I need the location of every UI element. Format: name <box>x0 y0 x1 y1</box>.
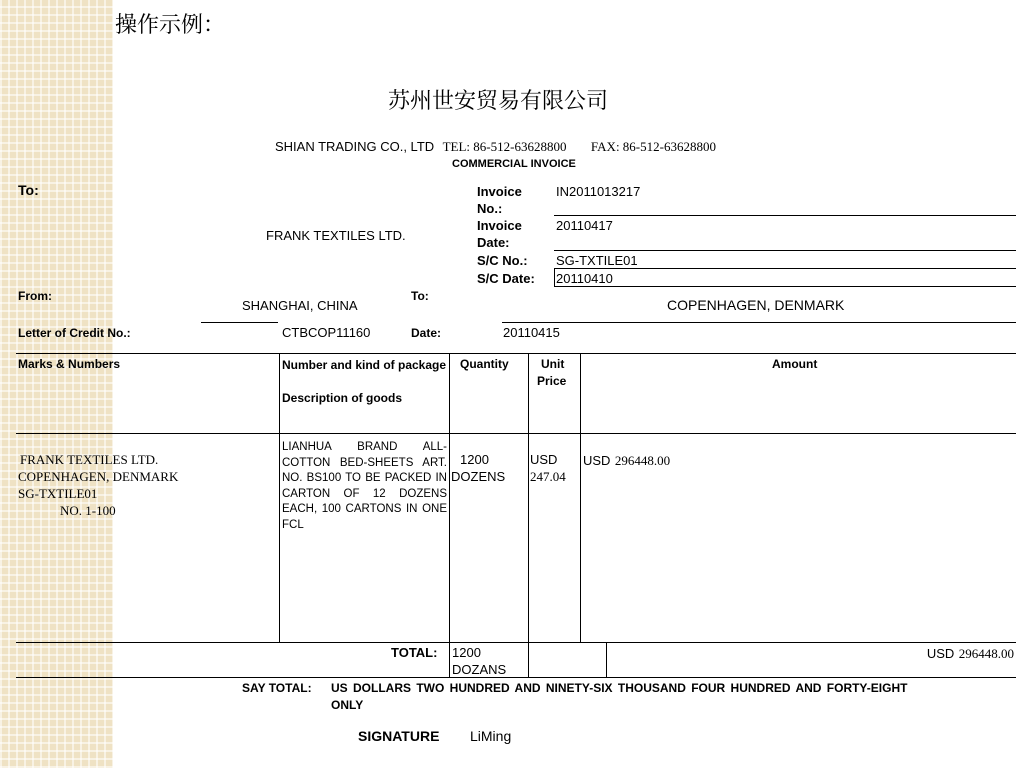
header-unit-price-1: Unit <box>541 357 565 371</box>
lc-date-value: 20110415 <box>503 325 560 340</box>
sc-date-value: 20110410 <box>556 271 613 286</box>
route-to-label: To: <box>411 289 429 303</box>
buyer-name: FRANK TEXTILES LTD. <box>266 228 406 243</box>
divider <box>554 250 1016 251</box>
header-description-1: Number and kind of package <box>282 358 447 372</box>
from-label: From: <box>18 289 52 303</box>
marks-line: NO. 1-100 <box>60 503 116 518</box>
divider <box>554 268 1016 269</box>
total-quantity-number: 1200 <box>452 645 481 660</box>
total-quantity-unit: DOZANS <box>452 662 507 677</box>
amount-cell <box>583 452 670 470</box>
company-name-cn: 苏州世安贸易有限公司 <box>388 88 609 113</box>
signature-label: SIGNATURE <box>358 728 440 744</box>
say-total-label: SAY TOTAL: <box>242 681 312 695</box>
amount-currency: USD <box>583 453 611 468</box>
column-divider <box>606 642 607 677</box>
column-divider <box>279 353 280 642</box>
sc-no-label: S/C No.: <box>477 253 528 268</box>
sc-no-value: SG-TXTILE01 <box>556 253 638 268</box>
divider <box>554 215 1016 216</box>
column-divider <box>580 353 581 642</box>
invoice-no-label-1: Invoice <box>477 184 522 199</box>
table-top-border <box>16 353 1016 354</box>
say-total-line-1: US DOLLARS TWO HUNDRED AND NINETY-SIX THOUSAND FOUR HUNDRED AND FORTY-EIGHT <box>331 681 908 695</box>
header-unit-price-2: Price <box>537 374 567 388</box>
lc-value: CTBCOP11160 <box>282 325 371 340</box>
quantity-unit: DOZENS <box>451 469 506 484</box>
marks-line: COPENHAGEN, DENMARK <box>18 469 179 484</box>
divider <box>554 268 555 286</box>
total-label: TOTAL: <box>391 645 438 660</box>
divider <box>502 322 1016 323</box>
total-amount-value: 296448.00 <box>958 646 1014 661</box>
say-total-line-2: ONLY <box>331 698 364 712</box>
sc-date-label: S/C Date: <box>477 271 535 286</box>
amount-value: 296448.00 <box>614 453 671 468</box>
header-amount: Amount <box>772 357 818 371</box>
header-quantity: Quantity <box>460 357 509 371</box>
table-body-border <box>16 642 1016 643</box>
slide-heading: 操作示例： <box>115 12 226 37</box>
company-contact-line <box>275 138 716 156</box>
company-name-en: SHIAN TRADING CO., LTD <box>275 139 435 154</box>
invoice-date-value: 20110417 <box>556 218 613 233</box>
signature-value: LiMing <box>470 728 512 744</box>
marks-line: SG-TXTILE01 <box>18 486 98 501</box>
total-amount-currency: USD <box>926 646 955 661</box>
unit-price-currency: USD <box>530 452 558 467</box>
invoice-date-label-1: Invoice <box>477 218 522 233</box>
invoice-no-label-2: No.: <box>477 201 503 216</box>
column-divider <box>528 353 529 677</box>
divider <box>554 286 1016 287</box>
invoice-date-label-2: Date: <box>477 235 510 250</box>
invoice-no-value: IN2011013217 <box>556 184 641 199</box>
goods-description: LIANHUA BRAND ALL-COTTON BED-SHEETS ART. NO. BS100 TO BE PACKED IN CARTON OF 12 DOZENS EACH, 100 CARTONS IN ONE FCL <box>282 441 447 531</box>
unit-price-value: 247.04 <box>530 469 566 484</box>
from-value: SHANGHAI, CHINA <box>242 298 358 313</box>
table-header-border <box>16 433 1016 434</box>
quantity-number: 1200 <box>460 452 489 467</box>
lc-label: Letter of Credit No.: <box>18 326 131 340</box>
to-value: COPENHAGEN, DENMARK <box>667 297 845 313</box>
table-bottom-border <box>16 677 1016 678</box>
company-fax: FAX: 86-512-63628800 <box>590 139 716 154</box>
decorative-side-strip <box>0 0 113 768</box>
to-label: To: <box>18 182 39 198</box>
total-amount-cell <box>927 645 1014 663</box>
divider <box>201 322 278 323</box>
document-title: COMMERCIAL INVOICE <box>452 158 576 170</box>
company-tel: TEL: 86-512-63628800 <box>442 139 567 154</box>
header-marks: Marks & Numbers <box>18 357 121 371</box>
column-divider <box>449 353 450 677</box>
header-description-2: Description of goods <box>282 391 402 405</box>
lc-date-label: Date: <box>411 326 442 340</box>
marks-line: FRANK TEXTILES LTD. <box>20 452 159 467</box>
